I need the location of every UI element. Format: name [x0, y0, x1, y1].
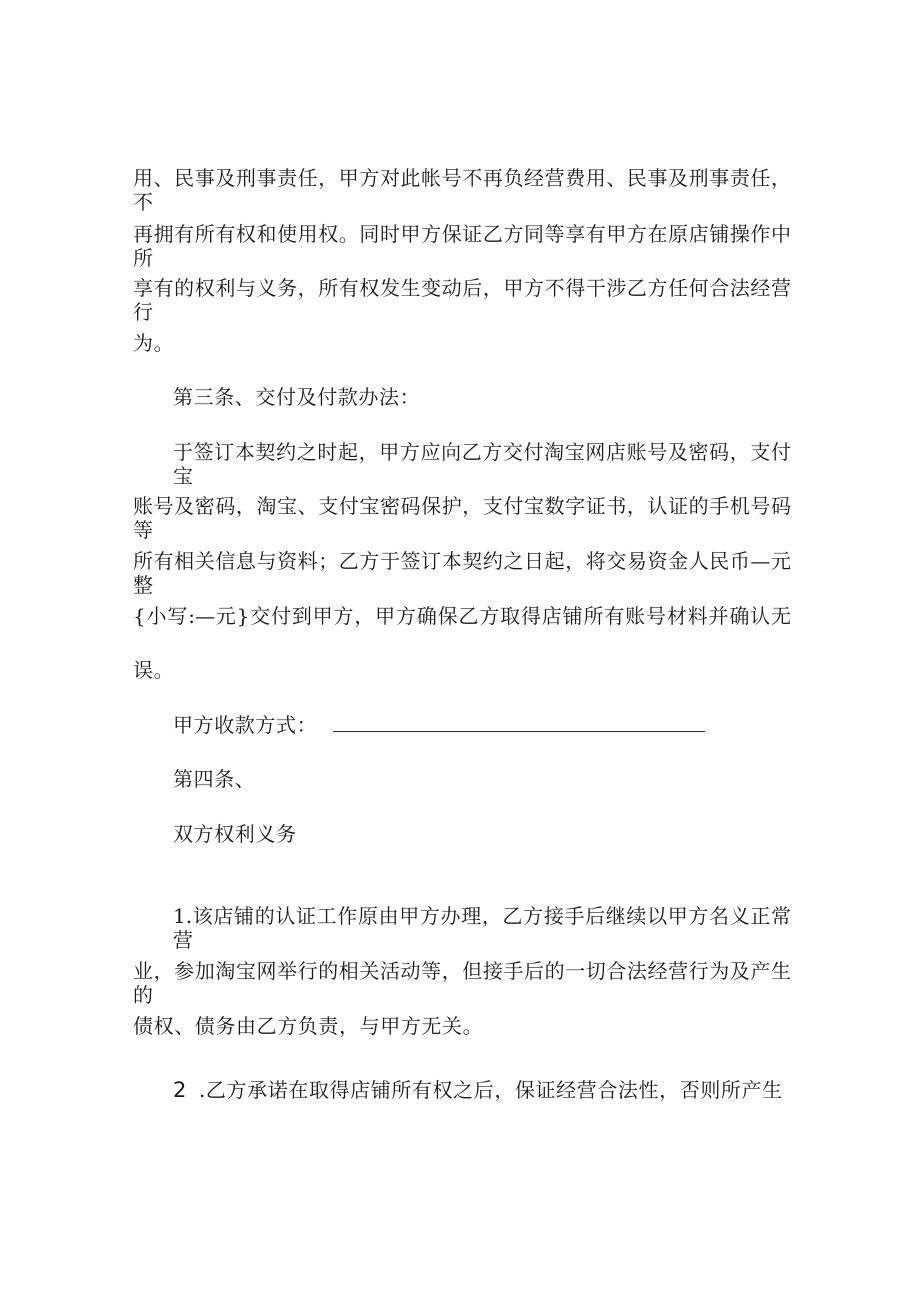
paragraph-line: 为。	[133, 331, 175, 355]
payment-method-blank[interactable]	[333, 715, 705, 732]
paragraph-line: 误。	[133, 658, 175, 682]
paragraph-line: 于签订本契约之时起，甲方应向乙方交付淘宝网店账号及密码，支付宝	[173, 440, 791, 488]
paragraph-line: 账号及密码，淘宝、支付宝密码保护，支付宝数字证书，认证的手机号码等	[133, 494, 791, 542]
clause-2-line	[173, 1078, 783, 1102]
payment-method-row	[173, 713, 705, 737]
paragraph-line: 所有相关信息与资料；乙方于签订本契约之日起，将交易资金人民币—元整	[133, 549, 791, 597]
paragraph-line: 享有的权利与义务，所有权发生变动后，甲方不得干涉乙方任何合法经营行	[133, 276, 791, 324]
payment-method-label: 甲方收款方式：	[173, 713, 318, 737]
clause-1-line: 债权、债务由乙方负责，与甲方无关。	[133, 1014, 484, 1038]
article-4-heading: 第四条、	[173, 767, 256, 791]
paragraph-line: 再拥有所有权和使用权。同时甲方保证乙方同等享有甲方在原店铺操作中所	[133, 222, 791, 270]
clause-1-line: 业，参加淘宝网举行的相关活动等，但接手后的一切合法经营行为及产生的	[133, 959, 791, 1007]
article-4-subheading: 双方权利义务	[173, 822, 297, 846]
clause-2-number: 2	[173, 1078, 187, 1102]
paragraph-line: 用、民事及刑事责任，甲方对此帐号不再负经营费用、民事及刑事责任，不	[133, 166, 791, 214]
clause-2-text: .乙方承诺在取得店铺所有权之后，保证经营合法性，否则所产生	[198, 1078, 783, 1102]
clause-1-line: 1.该店铺的认证工作原由甲方办理，乙方接手后继续以甲方名义正常营	[173, 904, 791, 952]
paragraph-line: {小写:—元}交付到甲方，甲方确保乙方取得店铺所有账号材料并确认无	[133, 604, 791, 628]
article-3-heading: 第三条、交付及付款办法：	[173, 385, 421, 409]
